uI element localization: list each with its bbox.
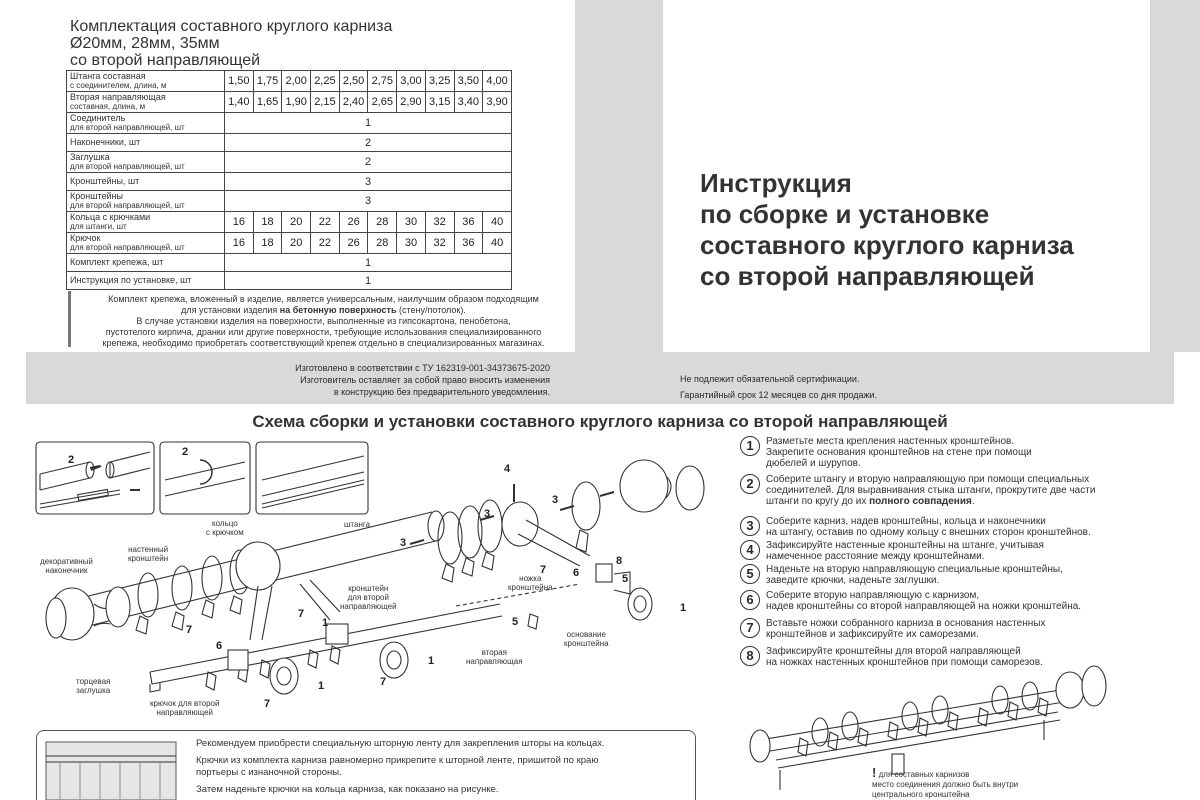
callout-number: 2 <box>182 446 189 458</box>
warning-icon: ! <box>872 765 877 780</box>
step-number: 1 <box>740 436 760 456</box>
spec-row-label: Кронштейны, шт <box>67 173 225 191</box>
spec-row-label: Кронштейны для второй направляющей, шт <box>67 191 225 212</box>
spec-cell: 36 <box>454 212 483 233</box>
step-text: Наденьте на вторую направляющую специальные кронштейны, заведите крючки, наденьте заглушки. <box>766 564 1063 586</box>
title-line: составного круглого карниза <box>700 230 1074 260</box>
callout-number: 3 <box>400 537 407 549</box>
warn-line: ! для составных карнизов <box>872 765 970 780</box>
note-line: крепежа, необходимо приобретать соответствующий крепеж отдельно в специализированных магазинах. <box>102 338 545 348</box>
callout-number: 8 <box>616 555 623 567</box>
recommendation-text <box>196 738 696 800</box>
label-wall-bracket: настенный кронштейн <box>128 545 169 563</box>
detail-box-connector <box>36 442 154 514</box>
callout-number: 6 <box>573 567 580 579</box>
warning-note <box>872 765 1019 800</box>
spec-cell: 22 <box>311 233 340 254</box>
spec-row-label: Вторая направляющая составная, длина, м <box>67 92 225 113</box>
rec-line: Рекомендуем приобрести специальную шторную ленту для закрепления шторы на кольцах. <box>196 738 605 749</box>
callout-number: 2 <box>68 454 75 466</box>
label-second-guide: вторая направляющая <box>466 648 523 666</box>
spec-cell: 1,65 <box>253 92 282 113</box>
spec-cell: 18 <box>253 233 282 254</box>
spec-cell: 2,40 <box>339 92 368 113</box>
spec-row-label: Кольца с крючками для штанги, шт <box>67 212 225 233</box>
spec-cell: 3,00 <box>397 71 426 92</box>
label-bracket-base: основание кронштейна <box>564 630 609 648</box>
step-number: 3 <box>740 516 760 536</box>
spec-cell: 30 <box>397 212 426 233</box>
assembled-rod <box>760 690 1064 752</box>
callout-number: 3 <box>484 508 491 520</box>
callout-number: 1 <box>428 655 435 667</box>
spec-cell: 2,25 <box>311 71 340 92</box>
step-text: Разметьте места крепления настенных кронштейнов. Закрепите основания кронштейнов на стене при помощи дюбелей и шурупов. <box>766 436 1032 469</box>
spec-cell: 36 <box>454 233 483 254</box>
spec-cell: 3,15 <box>425 92 454 113</box>
spec-cell: 32 <box>425 212 454 233</box>
spec-cell: 28 <box>368 233 397 254</box>
spec-cell: 26 <box>339 212 368 233</box>
step-text: Зафиксируйте настенные кронштейны на штанге, учитывая намеченное расстояние между кронштейнами. <box>766 540 1044 562</box>
spec-cell: 40 <box>483 233 512 254</box>
callout-number: 7 <box>298 608 305 620</box>
step-text: Соберите штангу и вторую направляющую при помощи специальных соединителей. Для выравнивания стыка штанги, прокрутите две части штанги по кругу до их полного совпадения. <box>766 474 1096 507</box>
spec-cell: 20 <box>282 233 311 254</box>
step-number: 4 <box>740 540 760 560</box>
spec-cell: 2,50 <box>339 71 368 92</box>
callout-number: 7 <box>380 676 387 688</box>
callout-number: 1 <box>680 602 687 614</box>
spec-cell: 2,90 <box>397 92 426 113</box>
spec-title-line: со второй направляющей <box>70 52 261 69</box>
spec-cell: 1,40 <box>225 92 254 113</box>
note-line: В случае установки изделия на поверхности, выполненные из гипсокартона, пенобетона, <box>136 316 511 326</box>
step-text: Соберите вторую направляющую с карнизом, надев кронштейны со второй направляющей на ножки кронштейна. <box>766 590 1082 612</box>
callout-number: 3 <box>552 494 559 506</box>
step-number: 8 <box>740 646 760 666</box>
spec-cell: 30 <box>397 233 426 254</box>
spec-cell: 20 <box>282 212 311 233</box>
title-line: Инструкция <box>700 168 852 198</box>
spec-cell: 16 <box>225 212 254 233</box>
spec-cell: 3 <box>225 173 512 191</box>
callout-number: 5 <box>512 616 519 628</box>
callout-number: 1 <box>322 617 329 629</box>
spec-row-label: Инструкция по установке, шт <box>67 272 225 290</box>
spec-row-label: Заглушка для второй направляющей, шт <box>67 152 225 173</box>
cert-text: Гарантийный срок 12 месяцев со дня продажи. <box>680 390 878 400</box>
note-line: пустотелого кирпича, дранки или другие поверхности, требующие использования специализированного <box>105 327 542 337</box>
spec-cell: 1,90 <box>282 92 311 113</box>
spec-title-line: Ø20мм, 28мм, 35мм <box>70 35 220 52</box>
warn-line: центрального кронштейна <box>872 790 970 799</box>
title-line: со второй направляющей <box>700 261 1035 291</box>
spec-row-label: Соединитель для второй направляющей, шт <box>67 113 225 134</box>
warn-line: место соединения должно быть внутри <box>872 780 1019 789</box>
spec-cell: 26 <box>339 233 368 254</box>
spec-cell: 32 <box>425 233 454 254</box>
label-hook-second: крючок для второй направляющей <box>150 699 220 717</box>
spec-cell: 2,15 <box>311 92 340 113</box>
spec-row-label: Штанга составная с соединителем, длина, м <box>67 71 225 92</box>
spec-cell: 3,90 <box>483 92 512 113</box>
spec-cell: 3,25 <box>425 71 454 92</box>
spec-cell: 2,65 <box>368 92 397 113</box>
spec-cell: 18 <box>253 212 282 233</box>
spec-cell: 1 <box>225 254 512 272</box>
cert-text: Не подлежит обязательной сертификации. <box>680 374 860 384</box>
step-text: Вставьте ножки собранного карниза в основания настенных кронштейнов и зафиксируйте их саморезами. <box>766 618 1046 640</box>
step-number: 7 <box>740 618 760 638</box>
rec-line: Крючки из комплекта карниза равномерно прикрепите к шторной ленте, пришитой по краю портьеры с изнаночной стороны. <box>196 755 599 778</box>
spec-cell: 40 <box>483 212 512 233</box>
label-ring-hook: кольцо с крючком <box>206 519 244 537</box>
callout-number: 5 <box>622 573 629 585</box>
rec-line: Затем наденьте крючки на кольца карниза, как показано на рисунке. <box>196 784 499 795</box>
spec-cell: 2,00 <box>282 71 311 92</box>
callout-number: 1 <box>318 680 325 692</box>
spec-cell: 16 <box>225 233 254 254</box>
callout-number: 6 <box>216 640 223 652</box>
label-rod: штанга <box>344 520 371 529</box>
spec-cell: 22 <box>311 212 340 233</box>
cert-text: Изготовитель оставляет за собой право вносить изменения <box>300 375 550 385</box>
label-decor-tip: декоративный наконечник <box>40 557 93 575</box>
title-line: по сборке и установке <box>700 199 990 229</box>
spec-cell: 1,75 <box>253 71 282 92</box>
spec-cell: 2,75 <box>368 71 397 92</box>
note-line: для установки изделия на бетонную поверхность (стену/потолок). <box>181 305 466 315</box>
step-text: Зафиксируйте кронштейны для второй направляющей на ножках настенных кронштейнов при помощи саморезов. <box>766 646 1043 668</box>
step-number: 2 <box>740 474 760 494</box>
spec-cell: 1,50 <box>225 71 254 92</box>
scheme-title: Схема сборки и установки составного круглого карниза со второй направляющей <box>252 412 948 431</box>
step-number: 5 <box>740 564 760 584</box>
note-bold: на бетонную поверхность <box>279 305 397 315</box>
spec-cell: 3,40 <box>454 92 483 113</box>
label-bracket-leg: ножка кронштейна <box>508 574 553 592</box>
callout-number: 4 <box>504 463 511 475</box>
spec-cell: 28 <box>368 212 397 233</box>
callout-number: 7 <box>540 564 547 576</box>
spec-cell: 4,00 <box>483 71 512 92</box>
cert-text: в конструкцию без предварительного уведомления. <box>333 387 550 397</box>
spec-row-label: Комплект крепежа, шт <box>67 254 225 272</box>
spec-cell: 3,50 <box>454 71 483 92</box>
note-line: Комплект крепежа, вложенный в изделие, является универсальным, наилучшим образом подходящим <box>108 294 539 304</box>
label-bracket-second: кронштейн для второй направляющей <box>340 584 397 611</box>
label-end-cap: торцевая заглушка <box>76 677 111 695</box>
spec-cell: 2 <box>225 134 512 152</box>
spec-row-label: Наконечники, шт <box>67 134 225 152</box>
step-number: 6 <box>740 590 760 610</box>
spec-cell: 1 <box>225 272 512 290</box>
step-text: Соберите карниз, надев кронштейны, кольца и наконечники на штангу, оставив по одному кольцу с внешних сторон кронштейнов. <box>766 516 1091 538</box>
spec-row-label: Крючок для второй направляющей, шт <box>67 233 225 254</box>
spec-title-line: Комплектация составного круглого карниза <box>70 18 393 35</box>
spec-cell: 1 <box>225 113 512 134</box>
callout-number: 7 <box>264 698 271 710</box>
callout-number: 7 <box>186 624 193 636</box>
cert-text: Изготовлено в соответствии с ТУ 162319-001-34373675-2020 <box>295 363 550 373</box>
spec-cell: 2 <box>225 152 512 173</box>
spec-cell: 3 <box>225 191 512 212</box>
